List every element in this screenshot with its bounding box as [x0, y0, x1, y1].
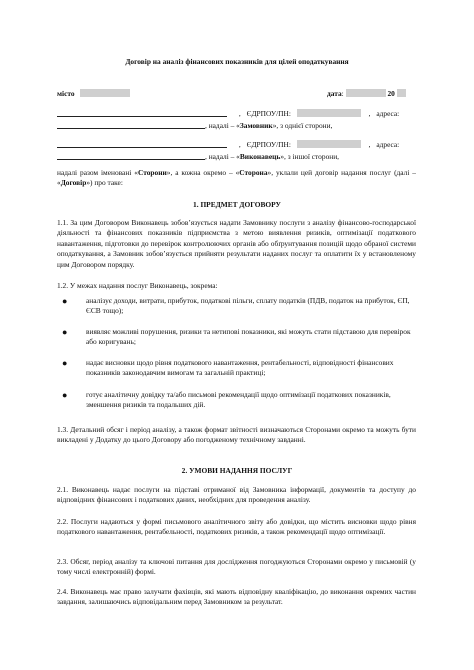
customer-end: », з однієї сторони,: [272, 121, 333, 130]
intro-text-4: ») про таке:: [86, 178, 123, 188]
bullet-dot-1: ●: [62, 296, 68, 306]
executor-address-field[interactable]: [57, 151, 205, 160]
customer-address-label: адреса:: [376, 109, 400, 118]
date-field[interactable]: [346, 89, 386, 97]
clause-2-1: 2.1. Виконавець надає послуги на підставі отриманої від Замовника інформації, документів та доступу до відповідних фінансових і податкових даних, необхідних для проведення аналізу.: [57, 485, 416, 505]
intro-text-3: », уклали цей договір надання послуг (далі – «: [57, 168, 416, 188]
executor-role: Виконавець: [239, 152, 281, 161]
bullet-item-3: надає висновки щодо рівня податкового навантаження, рентабельності, відповідності фінансових показників законодавчим вимогам та загальній практиці;: [86, 358, 394, 378]
city-field[interactable]: [80, 89, 130, 97]
customer-line-2: [57, 120, 332, 131]
executor-address-label: адреса:: [376, 140, 400, 149]
clause-1-3: 1.3. Детальний обсяг і період аналізу, а також формат звітності визначаються Сторонами окремо та можуть бути викладені у Додатку до цього Договору або погодженому технічному завданні.: [57, 425, 416, 445]
customer-edrpou-label: ЄДРПОУ/ПН:: [246, 109, 291, 118]
customer-address-field[interactable]: [57, 120, 205, 129]
bullet-dot-4: ●: [62, 390, 68, 400]
executor-end: », з іншої сторони,: [280, 152, 340, 161]
clause-2-4: 2.4. Виконавець має право залучати фахівців, які мають відповідну кваліфікацію, до виконання окремих частин завдання, залишаючись відповідальним перед Замовником за результат.: [57, 587, 416, 607]
executor-line-1: , ЄДРПОУ/ПН: , адреса:: [57, 139, 399, 150]
intro-text-1: надалі разом іменовані «: [57, 168, 138, 177]
executor-then: , надалі – «: [205, 152, 240, 161]
document-title: Договір на аналіз фінансових показників для цілей оподаткування: [125, 57, 349, 66]
customer-name-field[interactable]: [57, 108, 227, 117]
customer-then: , надалі – «: [205, 121, 240, 130]
clause-2-2: 2.2. Послуги надаються у формі письмового аналітичного звіту або довідки, що містить висновки щодо рівня податкового навантаження, рентабельності, податкових ризиків, а також рекомендації щодо оптимізації.: [57, 517, 416, 537]
city-label: місто: [57, 89, 75, 98]
intro-contract: Договір: [60, 178, 87, 188]
bullet-dot-3: ●: [62, 358, 68, 368]
clause-1-2: 1.2. У межах надання послуг Виконавець, зокрема:: [57, 281, 218, 290]
executor-edrpou-field[interactable]: [297, 140, 361, 148]
intro-side: Сторона: [239, 168, 268, 177]
bullet-dot-2: ●: [62, 327, 68, 337]
bullet-item-4: готує аналітичну довідку та/або письмові рекомендації щодо оптимізації податкових показників, зменшення ризиків та подальших дій.: [86, 390, 391, 410]
section2-heading: 2. УМОВИ НАДАННЯ ПОСЛУГ: [181, 466, 293, 475]
section1-heading: 1. ПРЕДМЕТ ДОГОВОРУ: [193, 200, 281, 209]
customer-role: Замовник: [239, 121, 273, 130]
city-line: [57, 89, 130, 99]
date-line: дата: 20: [327, 89, 406, 99]
intro-sides: Сторони: [137, 168, 167, 177]
clause-1-1: 1.1. За цим Договором Виконавець зобов’язується надати Замовнику послуги з аналізу фінансово-господарської діяльності та фінансових показників підприємства з метою виявлення ризиків, оптимізації податкового навантаження, підготовки до перевірок контролюючих органів або обґрунтування позицій щодо обраної системи оподаткування, а Замовник зобов’язується прийняти результати наданих послуг та оплатити їх у встановленому цим Договором порядку.: [57, 218, 416, 269]
year-field[interactable]: [397, 89, 406, 97]
executor-name-field[interactable]: [57, 139, 227, 148]
executor-line-2: [57, 151, 339, 162]
customer-line-1: , ЄДРПОУ/ПН: , адреса:: [57, 108, 399, 119]
date-year: 20: [387, 89, 395, 98]
date-label: дата: [327, 89, 342, 98]
intro-text-2: », а кожна окремо – «: [166, 168, 240, 177]
customer-edrpou-field[interactable]: [297, 109, 361, 117]
clause-2-3: 2.3. Обсяг, період аналізу та ключові питання для дослідження погоджуються Сторонами окремо у письмовій (у тому числі електронній) формі.: [57, 557, 416, 577]
intro-paragraph: [57, 168, 416, 188]
bullet-item-2: виявляє можливі порушення, ризики та нетипові показники, які можуть стати підставою для перевірок або коригувань;: [86, 327, 411, 347]
bullet-item-1: аналізує доходи, витрати, прибуток, податкові пільги, сплату податків (ПДВ, податок на прибуток, ЄП, ЄСВ тощо);: [86, 296, 410, 316]
executor-edrpou-label: ЄДРПОУ/ПН:: [246, 140, 291, 149]
